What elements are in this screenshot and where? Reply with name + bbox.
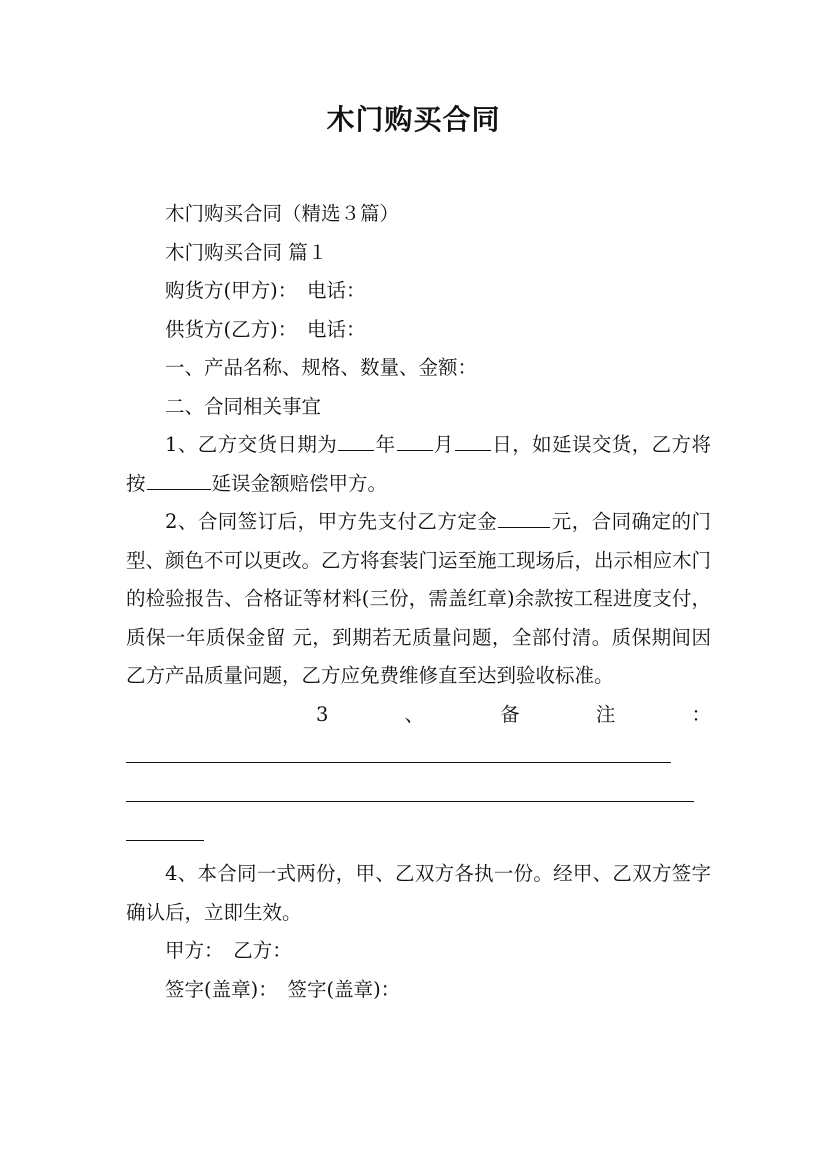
item-1-text-c: 月 [433,433,454,456]
signature-line: 签字(盖章)： 签字(盖章)： [165,977,401,1001]
note-blank-line-1 [126,738,671,763]
note-colon: ： [691,702,711,726]
note-separator: 、 [404,702,425,726]
item-1 [126,426,711,503]
item-2 [126,503,711,696]
item-2-text-b: 元，合同确定的门型、颜色不可以更改。乙方将套装门运至施工现场后，出示相应木门的检验报告、合格证等材料(三份，需盖红章)余款按工程进度支付，质保一年质保金留 元，到期若无质量问题，全部付清。质保期间因乙方产品质量问题，乙方应免费维修直至达到验收标准。 [126,510,712,687]
document-title: 木门购买合同 [326,103,501,136]
note-char-1: 备 [500,702,520,726]
buyer-line: 购货方(甲方)： 电话： [165,279,366,302]
note-blank-line-2 [126,777,694,802]
item-1-text-b: 年 [375,433,396,456]
parties-line: 甲方： 乙方： [165,939,292,962]
clause-one: 一、产品名称、规格、数量、金额： [165,356,478,379]
blank-month [397,430,433,451]
blank-year [338,430,374,451]
item-1-text-a: 1、乙方交货日期为 [165,433,338,456]
clause-two: 二、合同相关事宜 [165,394,322,418]
supplier-line: 供货方(乙方)： 电话： [165,317,366,341]
section-heading: 木门购买合同 篇１ [165,240,328,264]
item-1-text-e: 延误金额赔偿甲方。 [211,471,388,495]
blank-rate [147,468,211,489]
subtitle-line: 木门购买合同（精选３篇） [165,202,400,225]
document-body [126,195,711,1009]
item-4: 4、本合同一式两份，甲、乙双方各执一份。经甲、乙双方签字确认后，立即生效。 [126,862,711,924]
note-heading [126,696,711,735]
note-number: 3 [316,702,329,726]
blank-day [455,430,491,451]
item-1-text-d: 日，如延误交货，乙方将按 [126,433,711,495]
note-char-2: 注 [595,702,616,726]
blank-deposit [498,507,550,528]
note-blank-line-3 [126,816,204,841]
item-2-text-a: 2、合同签订后，甲方先支付乙方定金 [165,510,498,533]
